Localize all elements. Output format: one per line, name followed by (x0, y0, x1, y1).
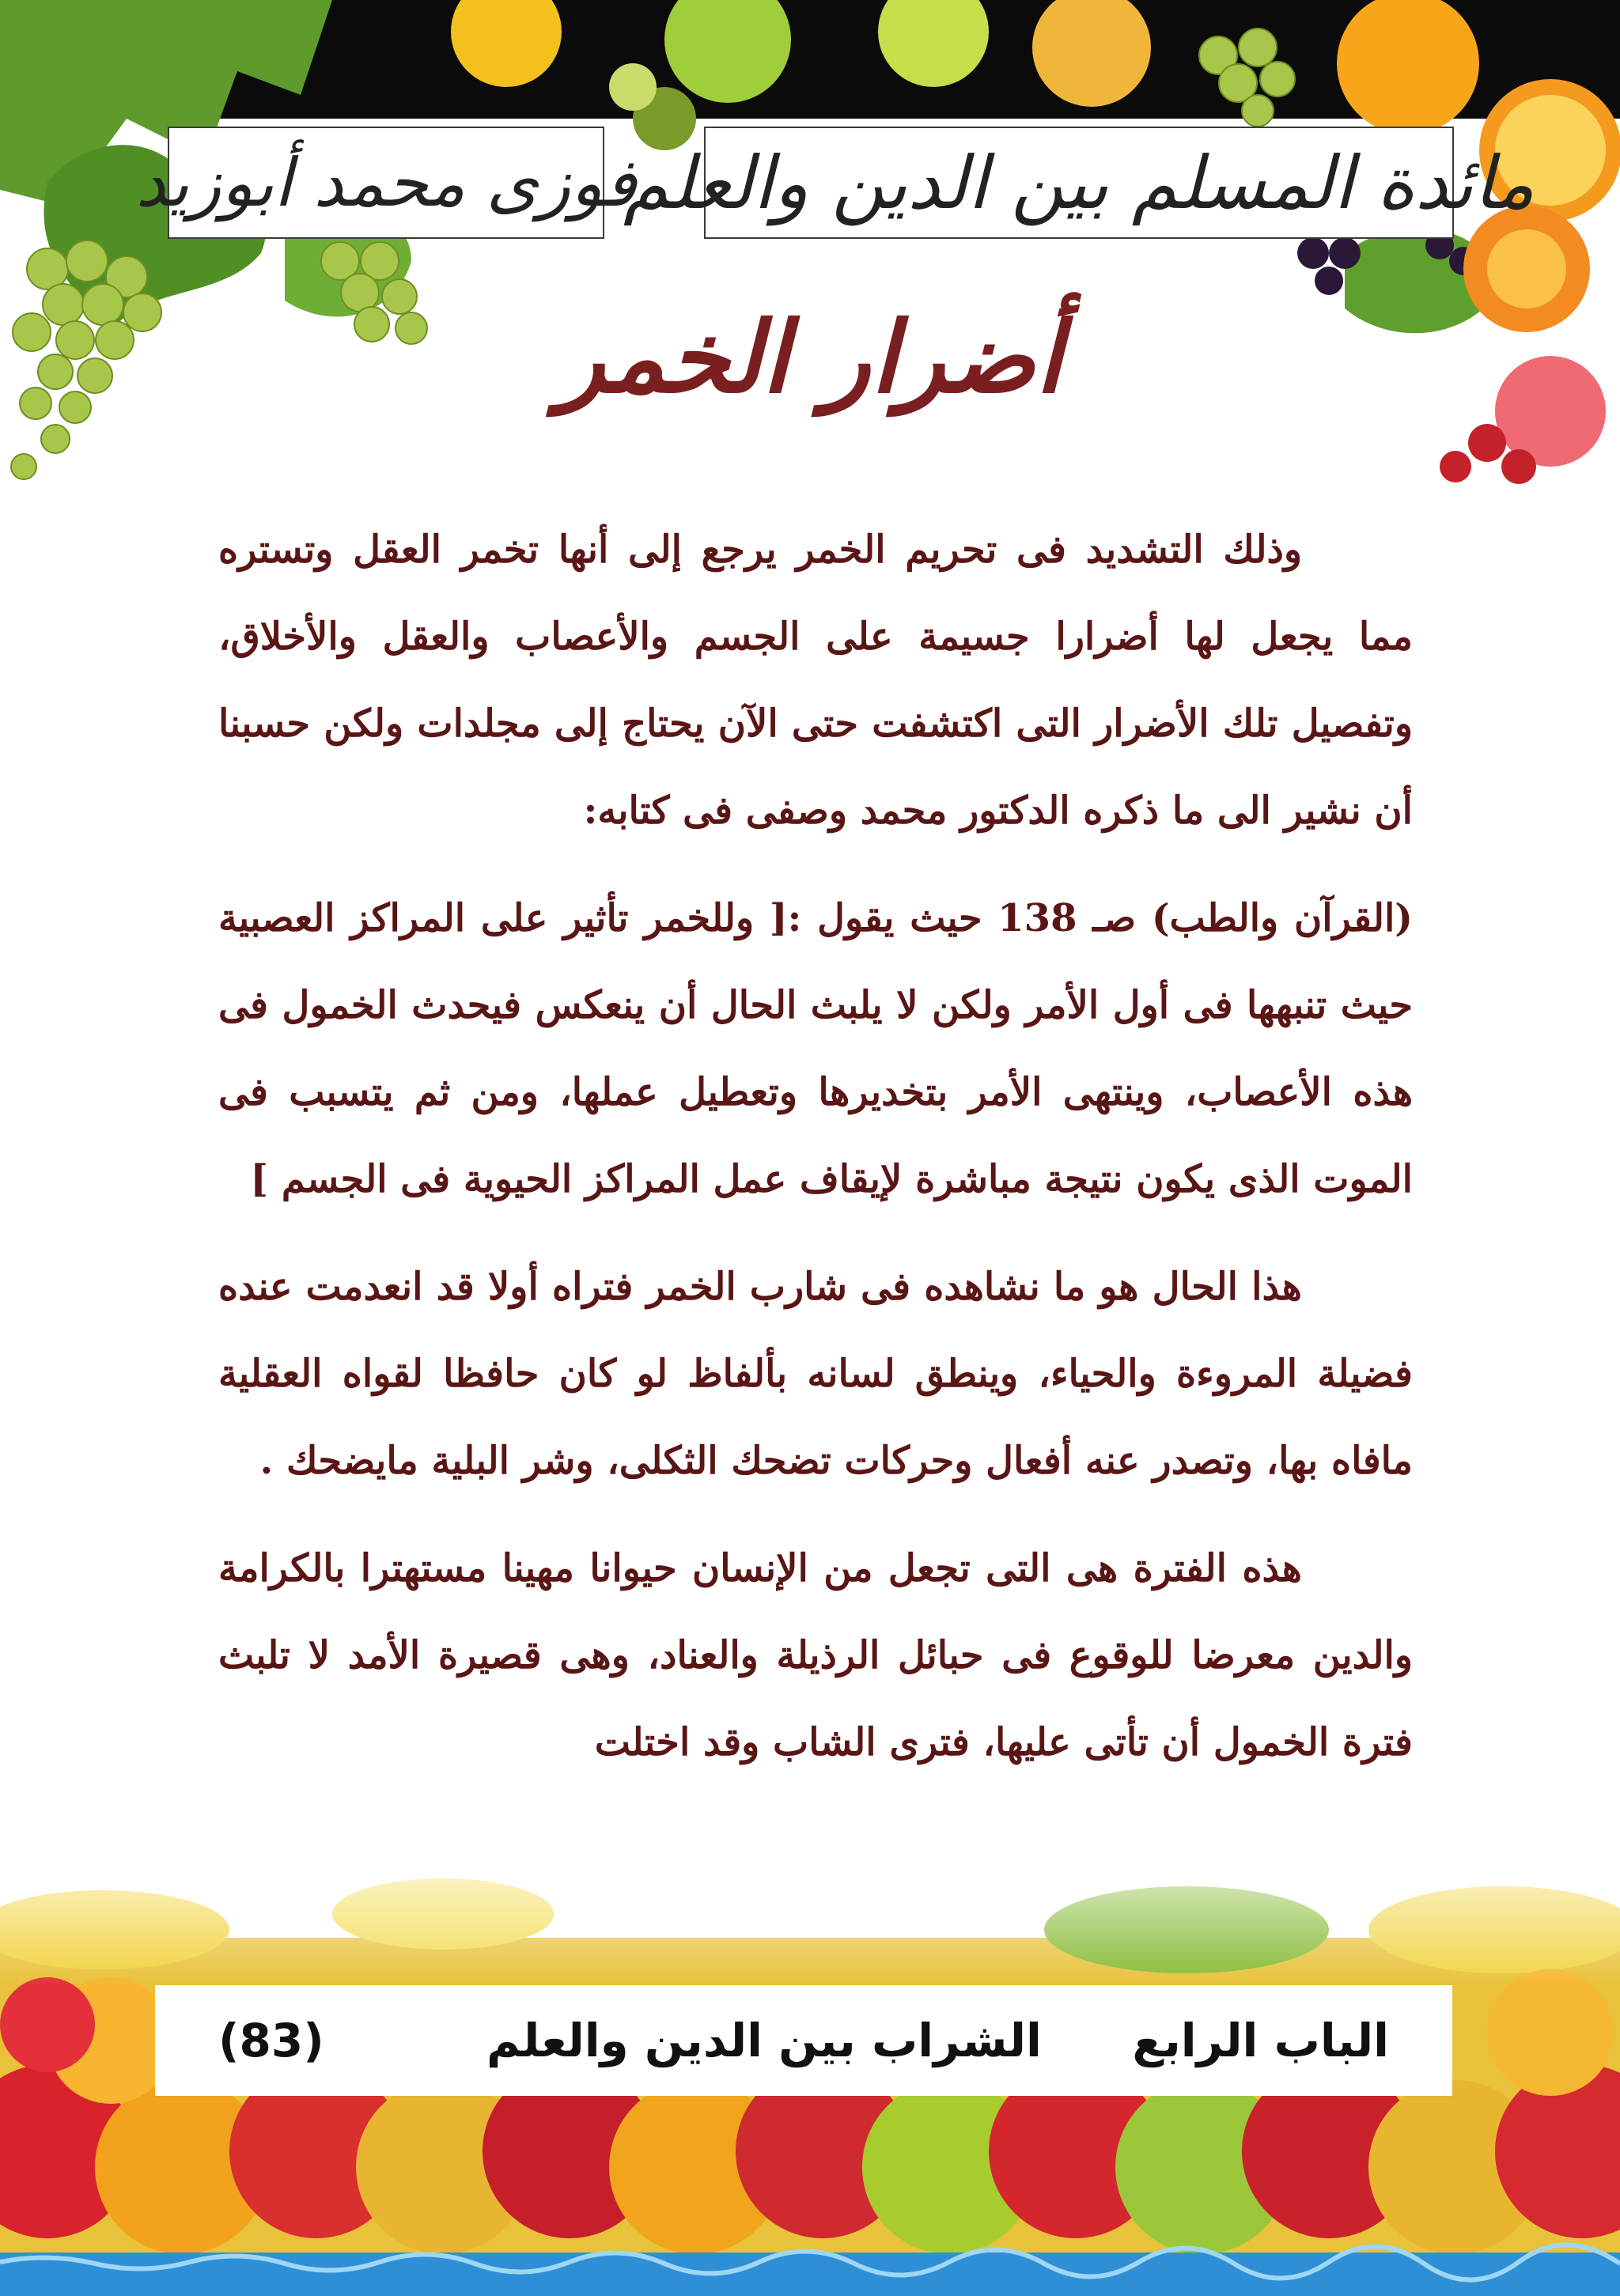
page-footer (155, 1985, 1452, 2096)
series-title: مائدة المسلم بين الدين والعلم (623, 140, 1535, 225)
paragraph-2-quote: (القرآن والطب) صـ 138 حيث يقول :[ وللخمر تأثير على المراكز العصبية حيث تنبهها فى أول الأمر ولكن لا يلبث الحال أن ينعكس فيحدث الخمول فى هذه الأعصاب، وينتهى الأمر بتخديرها وتعطيل عملها، ومن ثم يتسبب فى الموت الذى يكون نتيجة مباشرة لإيقاف عمل المراكز الحيوية فى الجسم ] (218, 896, 1413, 1201)
page-number: (83) (218, 2014, 324, 2067)
footer-book-title: الشراب بين الدين والعلم (486, 2014, 1042, 2067)
paragraph-1: وذلك التشديد فى تحريم الخمر يرجع إلى أنها تخمر العقل وتستره مما يجعل لها أضرارا جسيمة على الجسم والأعصاب والعقل والأخلاق، وتفصيل تلك الأضرار التى اكتشفت حتى الآن يحتاج إلى مجلدات ولكن حسبنا أن نشير الى ما ذكره الدكتور محمد وصفى فى كتابه: (218, 528, 1414, 833)
author-banner (135, 127, 637, 239)
page-content (218, 506, 1413, 1806)
chapter-title: أضرار الخمر (557, 301, 1063, 415)
paragraph-3: هذا الحال هو ما نشاهده فى شارب الخمر فتراه أولا قد انعدمت عنده فضيلة المروءة والحياء، وينطق لسانه بألفاظ لو كان حافظا لقواه العقلية مافاه بها، وتصدر عنه أفعال وحركات تضحك الثكلى، وشر البلية مايضحك . (218, 1265, 1413, 1483)
footer-chapter: الباب الرابع (1132, 2014, 1389, 2067)
paragraph-4: هذه الفترة هى التى تجعل من الإنسان حيوانا مهينا مستهترا بالكرامة والدين معرضا للوقوع فى حبائل الرذيلة والعناد، وهى قصيرة الأمد لا تلبث فترة الخمول أن تأتى عليها، فترى الشاب وقد اختلت (218, 1546, 1413, 1765)
series-title-banner (623, 127, 1535, 239)
author-name: فوزى محمد أبوزيد (135, 144, 637, 221)
